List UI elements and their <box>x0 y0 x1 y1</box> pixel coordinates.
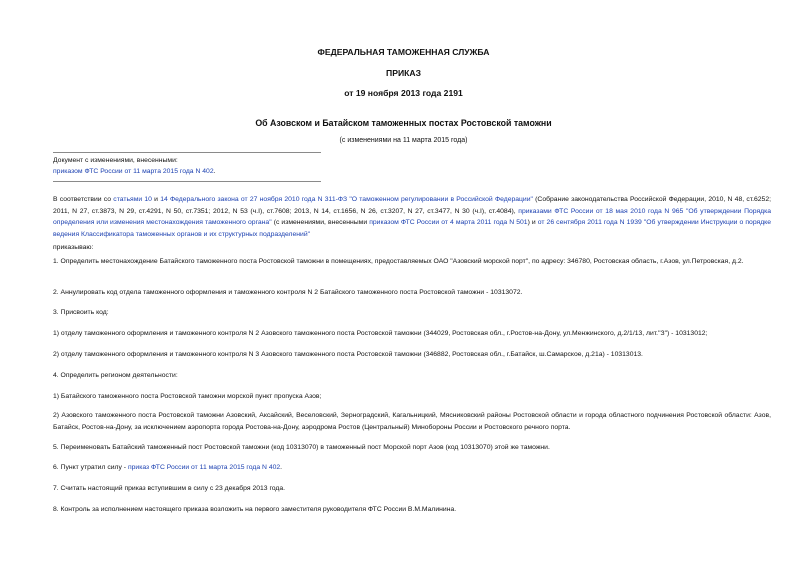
item-3-2: 2) отделу таможенного оформления и таможенного контроля N 3 Азовского таможенного поста Ростовской таможни (346882, Ростовская обл., г.Батайск, ш.Самарское, д.21а) - 10313013. <box>53 351 643 358</box>
item-4-2: 2) Азовского таможенного поста Ростовской таможни Азовский, Аксайский, Веселовский, Зерноградский, Кагальницкий, Мясниковский районы Ростовской области и города областного подчинения Ростовской области: Азов, Батайск, Ростов-на-Дону, за исключением аэропорта города Ростова-на-Дону, аэродрома Ростов (Центральный) Минобороны России и Ростовского речного порта. <box>53 412 771 431</box>
item-5: 5. Переименовать Батайский таможенный пост Ростовской таможни (код 10313070) в таможенный пост Морской порт Азов (код 10313070) этой же таможни. <box>53 444 550 451</box>
note-tail: . <box>213 168 216 175</box>
item-6-text: 6. Пункт утратил силу - <box>53 464 128 471</box>
item-6-link[interactable]: приказ ФТС России от 11 марта 2015 года N 402 <box>127 464 281 471</box>
preamble-text-3: (Собрание законодательства Российской Федерации, 2010, N 48, ст.6252; 2011, N 27, ст.3873, N 29, ст.4291, N 50, ст.7351; 2012, N 53 (ч.I), ст.7608; 2013, N 14, ст.1656, N 26, ст.3207, N 27, ст.3477, N 30 (ч.I), ст.4084), <box>53 196 771 215</box>
preamble-text-1: В соответствии со <box>53 196 114 203</box>
note-label: Документ с изменениями, внесенными: <box>53 157 178 164</box>
doc-type-heading: ПРИКАЗ <box>386 68 421 78</box>
agency-heading: ФЕДЕРАЛЬНАЯ ТАМОЖЕННАЯ СЛУЖБА <box>317 47 490 57</box>
item-6-tail: . <box>280 464 283 471</box>
doc-date-number: от 19 ноября 2013 года 2191 <box>344 88 463 98</box>
item-8: 8. Контроль за исполнением настоящего приказа возложить на первого заместителя руководителя ФТС России В.М.Малинина. <box>53 506 457 513</box>
doc-title: Об Азовском и Батайском таможенных постах Ростовской таможни <box>255 118 552 128</box>
preamble-text-4: (с изменениями, внесенными <box>271 219 370 226</box>
item-3: 3. Присвоить код: <box>53 309 109 316</box>
preamble-link-order-501[interactable]: приказом ФТС России от 4 марта 2011 года N 501 <box>369 219 528 226</box>
item-3-1: 1) отделу таможенного оформления и таможенного контроля N 2 Азовского таможенного поста Ростовской таможни (344029, Ростовская обл., г.Ростов-на-Дону, ул.Менжинского, д.2/1/13, лит."З") - 10313012; <box>53 330 708 337</box>
preamble-link-order-1939[interactable]: от 26 сентября 2011 года N 1939 "Об утверждении Инструкции о порядке ведения Классификатора таможенных органов и их структурных подразделений" <box>53 219 772 238</box>
order-word: приказываю: <box>53 244 94 251</box>
preamble-text-5: ) и <box>527 219 538 226</box>
preamble-paragraph <box>53 194 771 240</box>
item-6 <box>53 462 771 474</box>
item-4: 4. Определить регионом деятельности: <box>53 372 178 379</box>
note-link[interactable]: приказом ФТС России от 11 марта 2015 года N 402 <box>53 168 214 175</box>
amendments-note: (с изменениями на 11 марта 2015 года) <box>339 137 468 144</box>
note-line <box>53 166 216 177</box>
item-2: 2. Аннулировать код отдела таможенного оформления и таможенного контроля N 2 Батайского таможенного поста Ростовской таможни - 10313072. <box>53 289 523 296</box>
preamble-link-order-965[interactable]: приказами ФТС России от 18 мая 2010 года N 965 "Об утверждении Порядка определения или изменения местонахождения таможенного органа" <box>53 207 771 226</box>
item-4-1: 1) Батайского таможенного поста Ростовской таможни морской пункт пропуска Азов; <box>53 393 322 400</box>
item-1: 1. Определить местонахождение Батайского таможенного поста Ростовской таможни в помещениях, предоставляемых ОАО "Азовский морской порт", по адресу: 346780, Ростовская область, г.Азов, ул.Петровская, д.2. <box>53 258 744 265</box>
preamble-link-federal-law[interactable]: 14 Федерального закона от 27 ноября 2010 года N 311-ФЗ "О таможенном регулировании в Российской Федерации" <box>160 196 533 203</box>
preamble-text-2: и <box>151 196 161 203</box>
preamble-link-article-10[interactable]: статьями 10 <box>113 196 152 203</box>
note-bottom-divider <box>53 181 321 182</box>
note-top-divider <box>53 152 321 153</box>
item-7: 7. Считать настоящий приказ вступившим в силу с 23 декабря 2013 года. <box>53 485 286 492</box>
